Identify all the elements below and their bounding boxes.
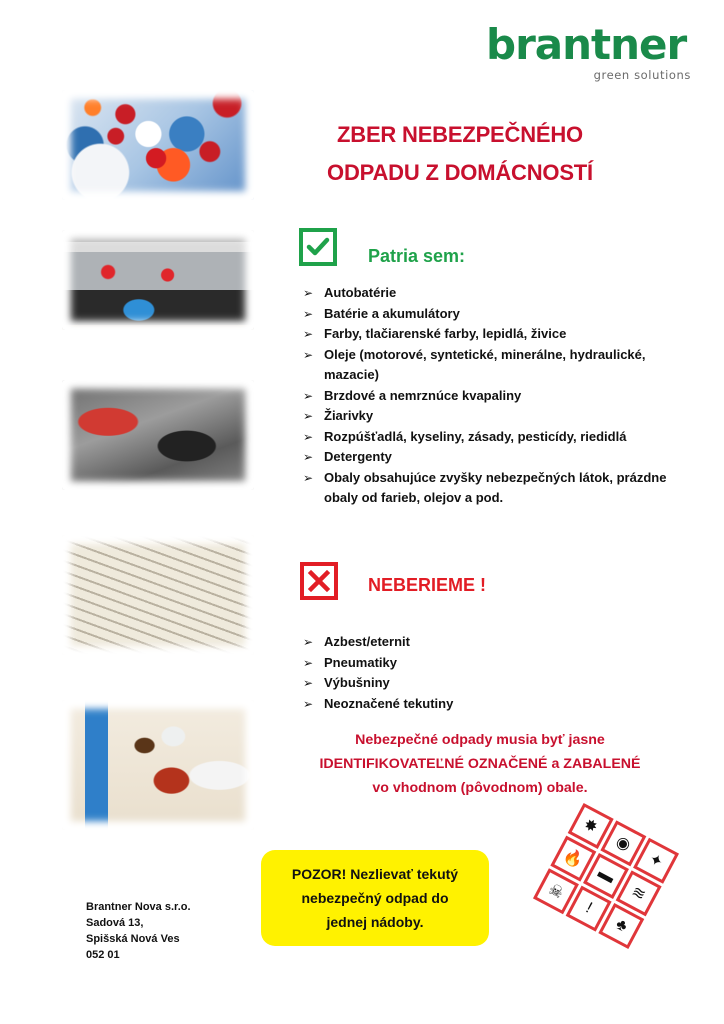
- arrow-bullet-icon: ➢: [303, 327, 314, 341]
- list-item: ➢ Brzdové a nemrznúce kvapaliny: [303, 386, 673, 407]
- accepted-list: [303, 283, 673, 509]
- page-title: [290, 116, 630, 192]
- corrosive-icon: ≋: [616, 870, 662, 916]
- arrow-bullet-icon: ➢: [303, 409, 314, 423]
- arrow-bullet-icon: ➢: [303, 347, 314, 362]
- accepted-heading: Patria sem:: [368, 246, 466, 266]
- arrow-bullet-icon: ➢: [303, 696, 314, 711]
- rejected-list: [303, 632, 553, 714]
- logo-tagline: green solutions: [593, 68, 691, 82]
- list-item: ➢ Autobatérie: [303, 283, 673, 304]
- health-hazard-icon: ✦: [633, 838, 679, 884]
- brantner-logo: [486, 22, 701, 82]
- arrow-bullet-icon: ➢: [303, 635, 314, 649]
- city: Spišská Nová Ves: [86, 933, 180, 945]
- arrow-bullet-icon: ➢: [303, 655, 314, 670]
- arrow-bullet-icon: ➢: [303, 306, 314, 321]
- oxidizing-icon: ◉: [600, 820, 646, 866]
- arrow-bullet-icon: ➢: [303, 450, 314, 464]
- packaging-notice: Nebezpečné odpady musia byť jasne IDENTIFIKOVATEĽNÉ OZNAČENÉ a ZABALENÉ vo vhodnom (pôvodnom) obale.: [319, 732, 641, 796]
- warning-box: POZOR! Nezlievať tekutý nebezpečný odpad do jednej nádoby.: [261, 850, 489, 946]
- list-item: ➢ Rozpúšťadlá, kyseliny, zásady, pesticídy, riedidlá: [303, 427, 673, 448]
- street: Sadová 13,: [86, 917, 144, 929]
- arrow-bullet-icon: ➢: [303, 429, 314, 444]
- arrow-bullet-icon: ➢: [303, 676, 314, 690]
- list-item: ➢ Batérie a akumulátory: [303, 304, 673, 325]
- list-item: ➢ Detergenty: [303, 447, 673, 468]
- list-item: ➢ Azbest/eternit: [303, 632, 553, 653]
- photo-chemical-bottles: [62, 90, 254, 200]
- ghs-hazard-pictograms: [530, 800, 680, 950]
- cross-icon: [300, 562, 338, 600]
- list-item: ➢ Žiarivky: [303, 406, 673, 427]
- list-item: ➢ Oleje (motorové, syntetické, minerálne, hydraulické, mazacie): [303, 346, 646, 382]
- check-icon: [299, 228, 337, 266]
- title-line-1: ZBER NEBEZPEČNÉHO: [337, 122, 583, 147]
- photo-household-chemicals: [62, 700, 254, 830]
- zip: 052 01: [86, 949, 120, 961]
- list-item: ➢ Obaly obsahujúce zvyšky nebezpečných látok, prázdne obaly od farieb, olejov a pod.: [303, 469, 667, 505]
- rejected-heading: NEBERIEME !: [368, 575, 487, 595]
- gas-cylinder-icon: ▬: [583, 853, 629, 899]
- arrow-bullet-icon: ➢: [303, 470, 314, 485]
- explosive-icon: ✸: [568, 803, 614, 849]
- environment-icon: ♣: [598, 903, 644, 949]
- photo-hazardous-barrels: [62, 230, 254, 330]
- list-item: ➢ Neoznačené tekutiny: [303, 694, 553, 715]
- company-address: [86, 899, 191, 963]
- list-item: ➢ Farby, tlačiarenské farby, lepidlá, živice: [303, 324, 673, 345]
- arrow-bullet-icon: ➢: [303, 388, 314, 403]
- company-name: Brantner Nova s.r.o.: [86, 901, 191, 913]
- title-line-2: ODPADU Z DOMÁCNOSTÍ: [327, 160, 593, 185]
- arrow-bullet-icon: ➢: [303, 286, 314, 300]
- toxic-icon: ☠: [533, 868, 579, 914]
- flammable-icon: 🔥: [550, 836, 596, 882]
- harmful-icon: !: [566, 886, 612, 932]
- photo-fluorescent-bulbs: [62, 535, 254, 655]
- photo-car-batteries: [62, 380, 254, 490]
- logo-wordmark: brantner: [486, 20, 687, 69]
- list-item: ➢ Výbušniny: [303, 673, 553, 694]
- list-item: ➢ Pneumatiky: [303, 653, 553, 674]
